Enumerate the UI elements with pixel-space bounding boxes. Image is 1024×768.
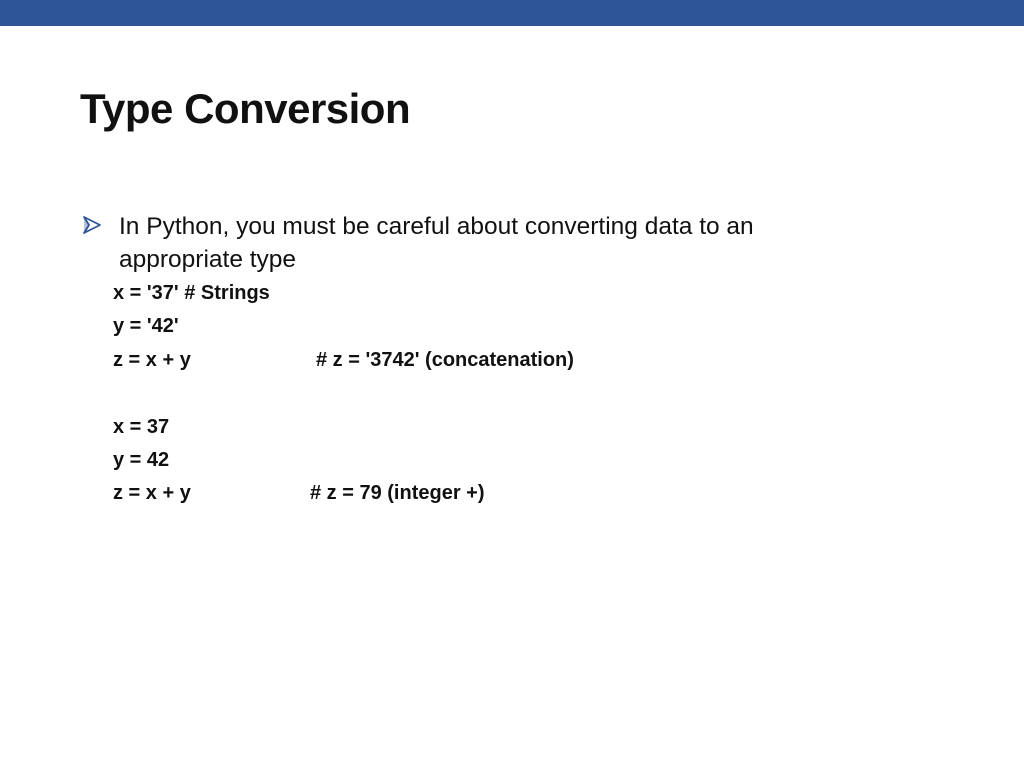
code-comment: # z = 79 (integer +) (310, 482, 485, 505)
code-line (113, 311, 813, 344)
code-line (113, 445, 813, 478)
code-text: x = '37' # Strings (113, 282, 270, 304)
code-text: x = 37 (113, 415, 170, 438)
top-accent-bar (0, 0, 1024, 26)
code-text: y = '42' (113, 315, 179, 338)
arrowhead-bullet-icon (82, 215, 102, 235)
code-text: z = x + y (113, 348, 191, 371)
bullet-item (82, 210, 862, 276)
code-text: y = 42 (113, 448, 170, 471)
code-line (113, 278, 813, 311)
code-comment: # z = '3742' (concatenation) (316, 348, 574, 371)
slide-title: Type Conversion (80, 85, 411, 132)
code-line (113, 478, 813, 511)
code-text: z = x + y (113, 482, 191, 505)
bullet-text: In Python, you must be careful about converting data to an appropriate type (119, 213, 754, 273)
code-example (113, 278, 813, 512)
code-line (113, 345, 813, 378)
code-line (113, 412, 813, 445)
blank-line (113, 378, 813, 411)
